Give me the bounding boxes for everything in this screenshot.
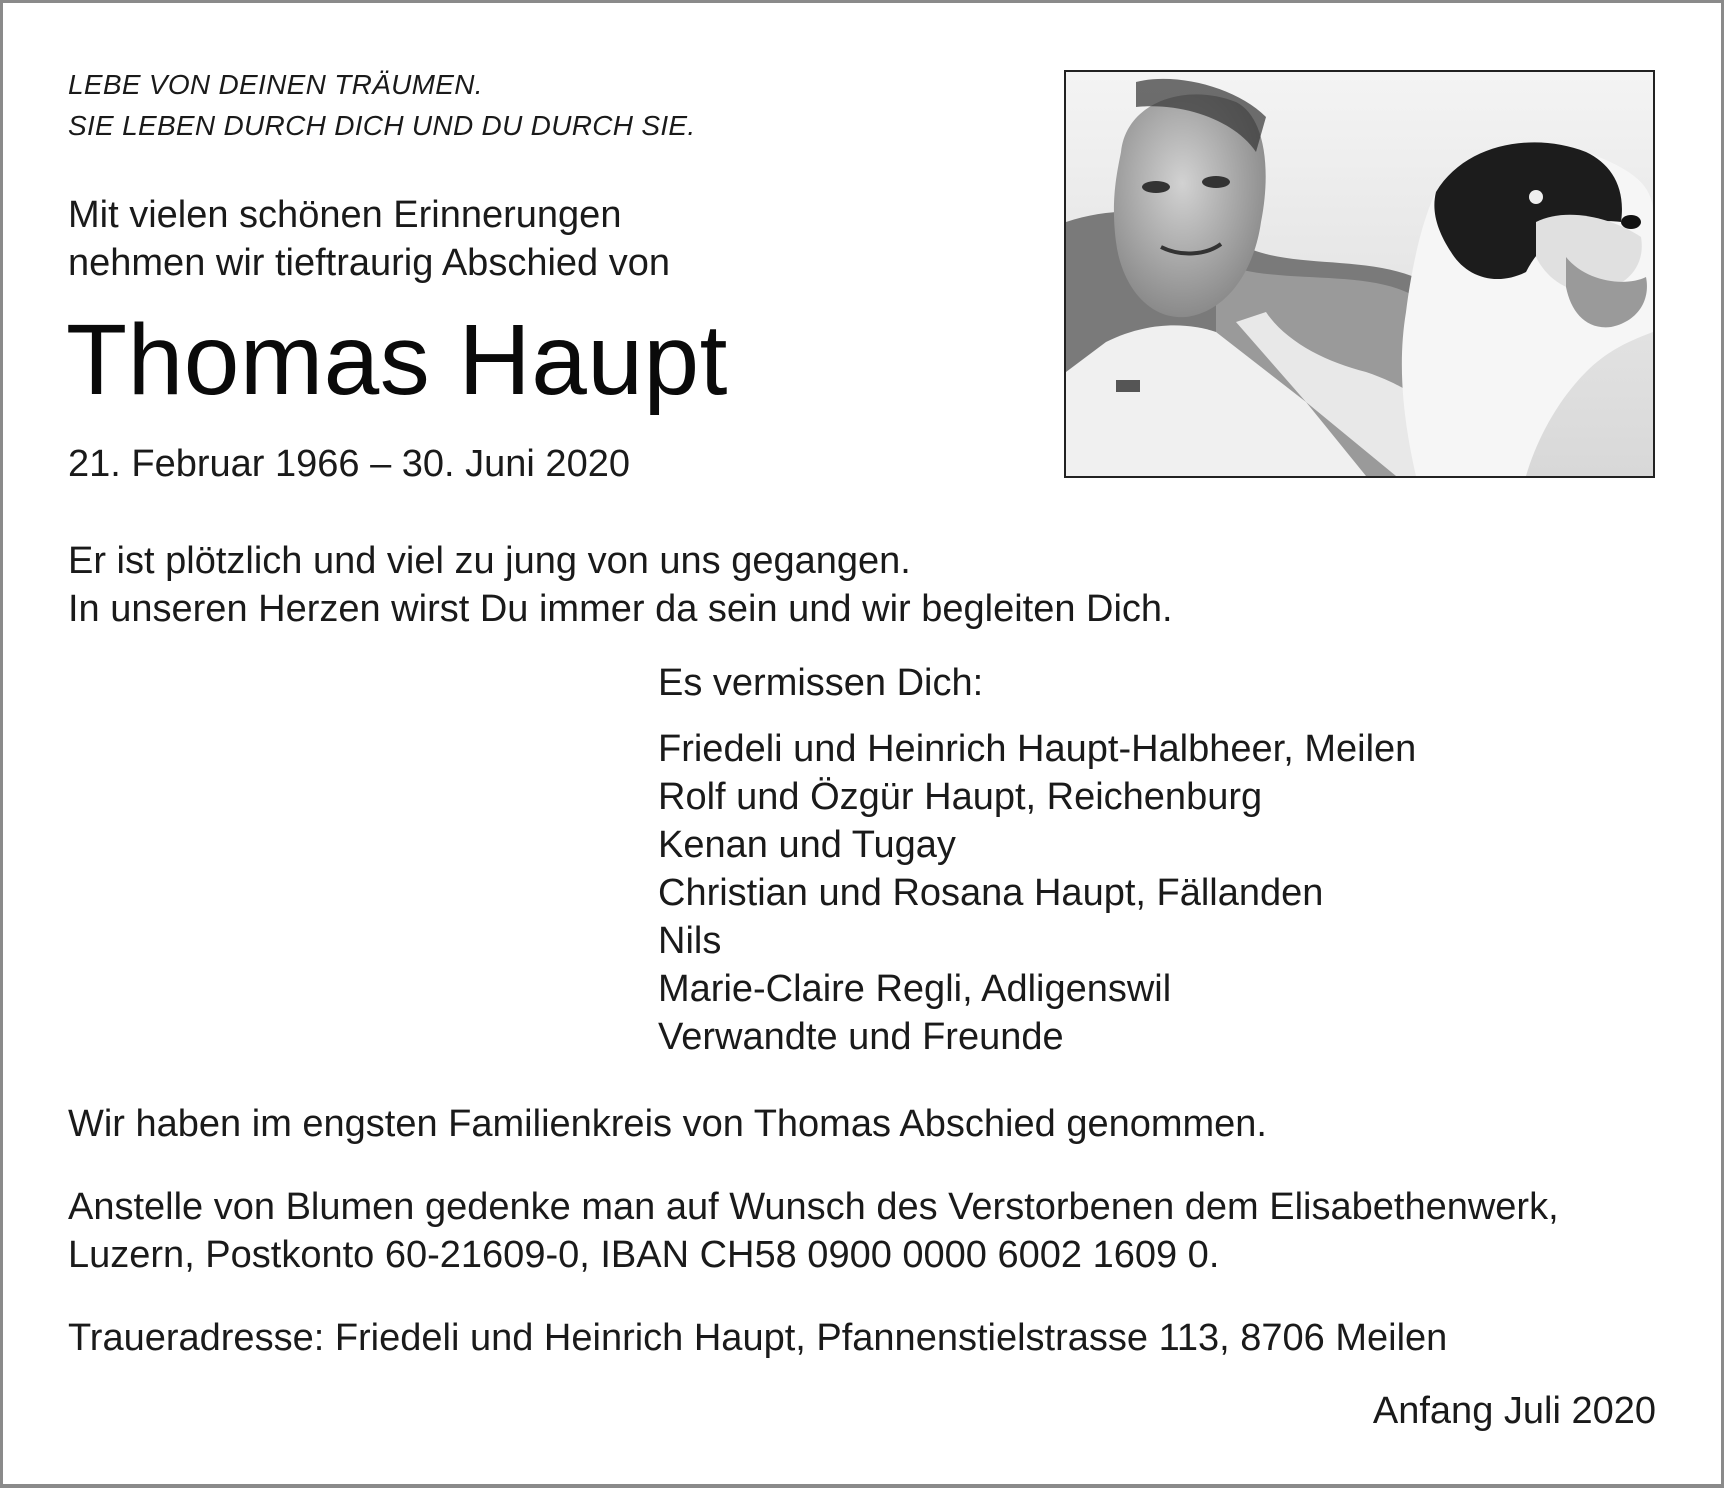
- portrait-photo: [1064, 70, 1655, 478]
- intro-line: Mit vielen schönen Erinnerungen: [68, 194, 622, 236]
- mourner-item: Christian und Rosana Haupt, Fällanden: [658, 872, 1324, 914]
- dog-eye: [1529, 190, 1543, 204]
- message-line: Er ist plötzlich und viel zu jung von uns gegangen.: [68, 540, 911, 582]
- life-dates: 21. Februar 1966 – 30. Juni 2020: [68, 443, 630, 485]
- mourner-item: Verwandte und Freunde: [658, 1016, 1064, 1058]
- mourners-block: [658, 659, 1416, 1061]
- mourners-heading: Es vermissen Dich:: [658, 662, 984, 704]
- intro-text: [68, 191, 670, 287]
- mourners-list: [658, 725, 1416, 1061]
- portrait-photo-illustration: [1066, 72, 1653, 476]
- farewell-note: [68, 1100, 1267, 1148]
- donation-note: [68, 1183, 1559, 1279]
- intro-line: nehmen wir tieftraurig Abschied von: [68, 242, 670, 284]
- mourner-item: Nils: [658, 920, 722, 962]
- message: [68, 537, 1173, 633]
- right-eye: [1202, 176, 1230, 188]
- message-line: In unseren Herzen wirst Du immer da sein und wir begleiten Dich.: [68, 588, 1173, 630]
- motto-line: LEBE VON DEINEN TRÄUMEN.: [68, 69, 483, 100]
- mourning-address: [68, 1314, 1447, 1362]
- shirt-badge: [1116, 380, 1140, 392]
- left-eye: [1142, 181, 1170, 193]
- motto-line: SIE LEBEN DURCH DICH UND DU DURCH SIE.: [68, 110, 696, 141]
- donation-line: Luzern, Postkonto 60-21609-0, IBAN CH58 0900 0000 6002 1609 0.: [68, 1234, 1220, 1276]
- mourner-item: Rolf und Özgür Haupt, Reichenburg: [658, 776, 1263, 818]
- closing-date: Anfang Juli 2020: [1372, 1390, 1656, 1432]
- motto: [68, 64, 695, 146]
- mourner-item: Marie-Claire Regli, Adligenswil: [658, 968, 1172, 1010]
- deceased-name: Thomas Haupt: [66, 304, 728, 416]
- farewell-line: Wir haben im engsten Familienkreis von Thomas Abschied genommen.: [68, 1103, 1267, 1145]
- mourner-item: Kenan und Tugay: [658, 824, 956, 866]
- mourner-item: Friedeli und Heinrich Haupt-Halbheer, Meilen: [658, 728, 1417, 770]
- dog-nose: [1621, 215, 1641, 229]
- address-line: Traueradresse: Friedeli und Heinrich Haupt, Pfannenstielstrasse 113, 8706 Meilen: [68, 1317, 1448, 1359]
- donation-line: Anstelle von Blumen gedenke man auf Wunsch des Verstorbenen dem Elisabethenwerk,: [68, 1186, 1559, 1228]
